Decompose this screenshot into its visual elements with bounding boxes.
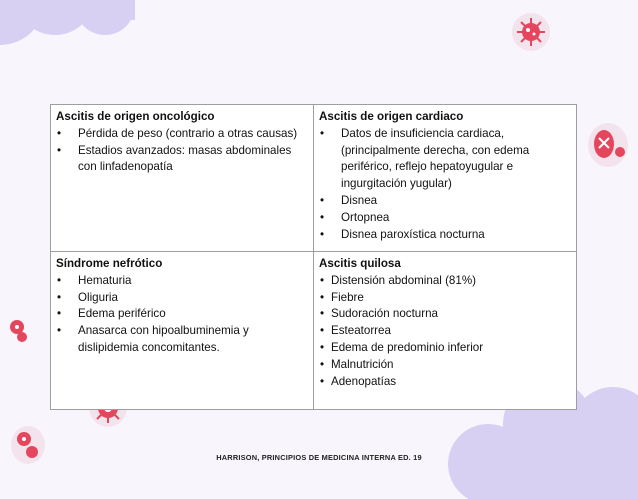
list-item: • Pérdida de peso (contrario a otras causas) <box>56 126 308 143</box>
list-item: • Fiebre <box>319 290 571 307</box>
bullet-list <box>319 273 571 391</box>
bullet-list <box>56 273 308 357</box>
cell-chylous-ascites <box>314 252 577 410</box>
virus-icon <box>8 318 30 344</box>
cell-title: Ascitis de origen oncológico <box>56 110 215 123</box>
cell-title: Síndrome nefrótico <box>56 257 163 270</box>
table-row <box>51 105 577 252</box>
list-item: • Disnea <box>319 193 571 210</box>
list-item: • Anasarca con hipoalbuminemia y dislipidemia concomitantes. <box>56 323 308 357</box>
virus-icon <box>511 12 551 52</box>
list-item: • Estadios avanzados: masas abdominales con linfadenopatía <box>56 143 308 177</box>
source-citation: HARRISON, PRINCIPIOS DE MEDICINA INTERNA ED. 19 <box>216 453 422 462</box>
cell-cardiac-ascites <box>314 105 577 252</box>
list-item: • Disnea paroxística nocturna <box>319 227 571 244</box>
list-item: • Distensión abdominal (81%) <box>319 273 571 290</box>
bullet-list <box>56 126 308 176</box>
cloud-decoration-top-left <box>0 0 150 50</box>
virus-icon <box>587 122 629 168</box>
cell-title: Ascitis de origen cardiaco <box>319 110 464 123</box>
list-item: • Adenopatías <box>319 374 571 391</box>
cell-title: Ascitis quilosa <box>319 257 401 270</box>
list-item: • Oliguria <box>56 290 308 307</box>
list-item: • Malnutrición <box>319 357 571 374</box>
table-row <box>51 252 577 410</box>
list-item: • Esteatorrea <box>319 323 571 340</box>
list-item: • Datos de insuficiencia cardiaca, (principalmente derecha, con edema periférico, reflejo hepatoyugular e ingurgitación yugular) <box>319 126 571 193</box>
list-item: • Ortopnea <box>319 210 571 227</box>
bullet-list <box>319 126 571 244</box>
list-item: • Hematuria <box>56 273 308 290</box>
comparison-table <box>50 104 577 410</box>
list-item: • Edema periférico <box>56 306 308 323</box>
cell-nephrotic-syndrome <box>51 252 314 410</box>
list-item: • Edema de predominio inferior <box>319 340 571 357</box>
cell-oncologic-ascites <box>51 105 314 252</box>
list-item: • Sudoración nocturna <box>319 306 571 323</box>
